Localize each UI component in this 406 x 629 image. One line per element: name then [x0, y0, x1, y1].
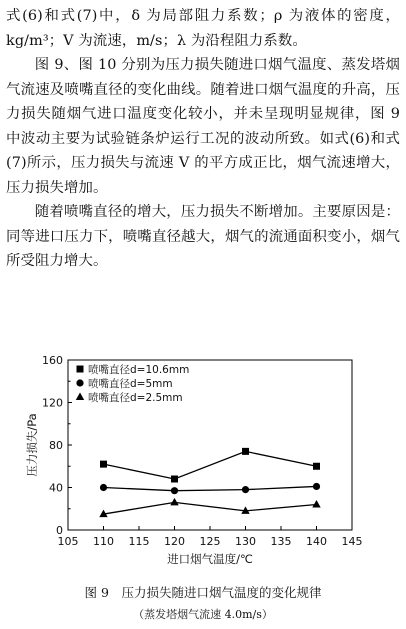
x-tick-label: 135	[270, 535, 292, 548]
data-point-series-2	[242, 486, 249, 493]
series-line-3	[104, 502, 317, 514]
data-point-series-1	[100, 461, 107, 468]
data-point-series-2	[171, 487, 178, 494]
paragraph-nozzle-diameter: 随着喷嘴直径的增大，压力损失不断增加。主要原因是：同等进口压力下，喷嘴直径越大，烟气的流通面积变小，烟气所受阻力增大。	[6, 204, 400, 269]
legend-label-2: 喷嘴直径d=5mm	[88, 378, 173, 390]
x-tick-label: 120	[164, 535, 185, 548]
figure-caption: 图 9 压力损失随进口烟气温度的变化规律	[84, 585, 322, 600]
series-line-2	[104, 486, 317, 490]
y-tick-label: 40	[49, 481, 63, 495]
data-point-series-2	[100, 484, 107, 491]
x-tick-label: 130	[235, 535, 256, 548]
data-point-series-1	[171, 476, 178, 483]
x-tick-label: 125	[199, 535, 221, 548]
paragraph-continued: 式(6)和式(7)中，δ 为局部阻力系数；ρ 为液体的密度，kg/m³；V 为流速，m/s；λ 为沿程阻力系数。	[6, 8, 400, 49]
data-point-series-1	[242, 448, 249, 455]
x-tick-label: 140	[306, 535, 327, 548]
x-tick-label: 110	[93, 535, 114, 548]
legend-label-3: 喷嘴直径d=2.5mm	[88, 392, 183, 404]
series-line-1	[104, 451, 317, 479]
y-tick-label: 160	[42, 354, 63, 367]
legend-label-1: 喷嘴直径d=10.6mm	[88, 364, 190, 376]
y-tick-label: 80	[49, 439, 63, 452]
paragraph-figure-description: 图 9、图 10 分别为压力损失随进口烟气温度、蒸发塔烟气流速及喷嘴直径的变化曲线。随着进口烟气温度的升高，压力损失随烟气进口温度变化较小，并未呈现明显规律，图 9 中波动主要为试验链条炉运行工况的波动所致。如式(6)和式(7)所示，压力损失与流速 V 的平方成正比，烟气流速增大，压力损失增加。	[6, 57, 400, 196]
x-tick-label: 105	[57, 535, 79, 548]
data-point-series-3	[312, 500, 320, 508]
figure-9	[0, 340, 406, 580]
legend-marker-2	[76, 379, 83, 386]
x-tick-label: 145	[341, 535, 363, 548]
pressure-loss-chart	[0, 340, 406, 580]
data-point-series-2	[313, 483, 320, 490]
y-tick-label: 0	[56, 524, 63, 537]
legend-marker-1	[77, 366, 84, 373]
body-text	[6, 4, 400, 274]
x-tick-label: 115	[128, 535, 150, 548]
y-tick-label: 120	[42, 396, 63, 410]
legend-marker-3	[76, 393, 84, 401]
figure-caption-note: （蒸发塔烟气流速 4.0m/s）	[133, 608, 273, 621]
data-point-series-1	[313, 463, 320, 470]
y-axis-label: 压力损失/Pa	[25, 413, 39, 477]
data-point-series-3	[170, 498, 178, 506]
x-axis-label: 进口烟气温度/℃	[167, 552, 253, 566]
